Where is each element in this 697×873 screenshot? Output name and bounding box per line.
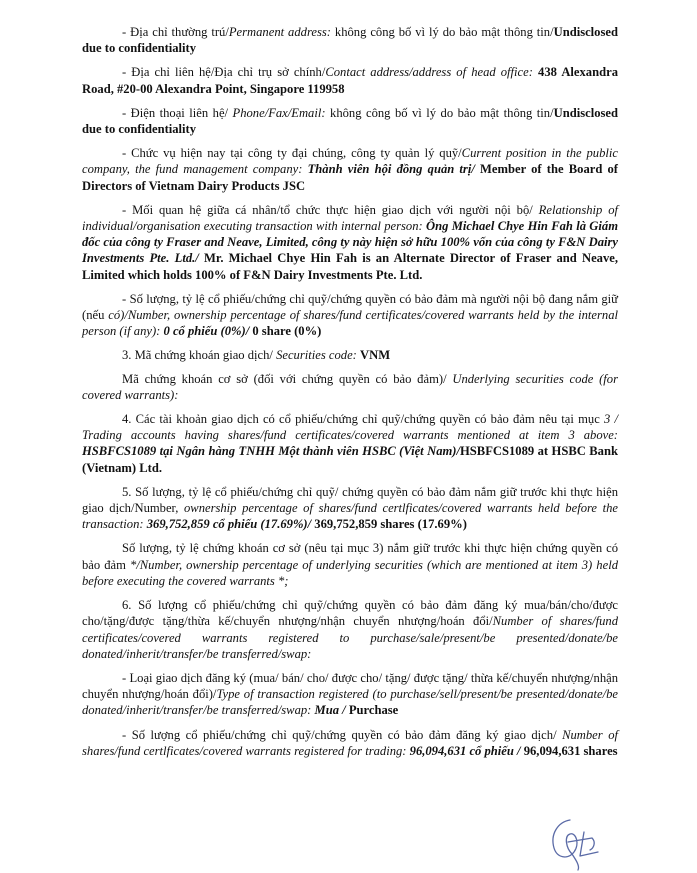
text: - Loại giao dịch đăng ký (mua/ bán/ cho/ được cho/ tặng/ được tặng/ thừa kế/chuyển nhượng/nhận chuyển nhượng/hoán đổi)/ [82,670,618,702]
text: 5. Số lượng, tỷ lệ cổ phiếu/chứng chỉ quỹ/ chứng quyền có bảo đảm nắm giữ trước khi thực hiện giao dịch/Number, [82,484,618,516]
text-italic: Mua / [314,703,346,718]
document-page [82,24,618,767]
text-italic: Number of shares/fund certificates/covered warrants registered to purchase/sale/present/be presented/donate/be donated/inherit/transfer/be transferred/swap: [82,614,618,661]
text-italic: Securities code: [276,348,357,363]
paragraph-holdings-before [82,484,618,533]
text-bold: 96,094,631 shares [520,743,618,758]
text-italic: Phone/Fax/Email: [232,105,326,120]
text-bold: Mr. Michael Chye Hin Fah is an Alternate Director of Fraser and Neave, Limited which holds 100% of F&N Dairy Investments Pte. Ltd. [82,251,618,282]
text-bold-italic [308,162,475,176]
text-bold: HSBFCS1089 at HSBC Bank (Vietnam) Ltd. [82,444,618,475]
paragraph-trading-accounts [82,411,618,476]
text-italic: Current position in the public company, the fund management company: [82,146,618,177]
text: không công bố vì lý do bảo mật thông tin/ [325,105,554,120]
text-bold: Undisclosed due to confidentiality [82,105,618,137]
text-italic: Relationship of individual/organisation executing transaction with internal person: [82,202,619,234]
text: không công bố vì lý do bảo mật thông tin/ [330,25,554,39]
text-bold: Purchase [345,703,399,718]
text-italic: 0 cổ phiếu (0%)/ [163,324,250,339]
paragraph-permanent-address [82,24,618,56]
text: - Địa chỉ thường trú/ [122,25,229,39]
text: - Chức vụ hiện nay tại công ty đại chúng, công ty quản lý quỹ/ [122,146,462,161]
text-italic: Type of transaction registered (to purchase/sell/present/be presented/donate/be donated/inherit/transfer/be transferred/swap: [82,687,618,718]
paragraph-shares-registered [82,727,618,759]
text-bold: Member of the Board of Directors of Vietnam Dairy Products JSC [82,162,618,193]
text-italic: 3 / Trading accounts having shares/fund certificates/covered warrants mentioned at item 3 above: [82,412,618,443]
text-bold-italic [315,703,346,717]
text-bold-italic [164,324,250,338]
paragraph-current-position [82,145,618,194]
text: 3. Mã chứng khoán giao dịch/ [122,348,277,363]
text-italic: 96,094,631 cổ phiếu / [409,743,521,758]
text: - Địa chỉ liên hệ/Địa chỉ trụ sở chính/ [122,65,326,80]
text-bold-italic [82,444,460,458]
text: - Số lượng, tỷ lệ cổ phiếu/chứng chỉ quỹ/chứng quyền có bảo đảm mà người nội bộ đang nắm giữ (nếu [82,291,618,323]
paragraph-underlying-holdings [82,540,618,589]
text-italic: 369,752,859 cổ phiếu (17.69%)/ [146,517,312,532]
text-bold-italic [410,744,521,758]
text-italic: */Number, ownership percentage of underlying securities (which are mentioned at item 3) held before executing the covered warrants *; [82,557,618,588]
paragraph-underlying-code [82,371,618,403]
text: 4. Các tài khoản giao dịch có cổ phiếu/chứng chỉ quỹ/chứng quyền có bảo đảm nêu tại mục [122,412,604,427]
paragraph-phone [82,105,618,137]
paragraph-contact-address [82,64,618,96]
text-bold-italic [147,517,311,531]
text: - Số lượng cổ phiếu/chứng chỉ quỹ/chứng quyền có bảo đảm đăng ký giao dịch/ [122,727,563,742]
text-italic: Contact address/address of head office: [325,65,533,80]
text: Mã chứng khoán cơ sở (đối với chứng quyền có bảo đảm)/ [122,371,453,386]
text-italic: có)/Number, ownership percentage of shares/fund certificates/covered warrants held by the internal person (if any): [82,308,618,339]
paragraph-securities-code [82,347,618,363]
text-italic: Number of shares/fund certlficates/covered warrants registered for trading: [82,727,618,758]
paragraph-registered-quantity [82,597,618,662]
text-italic: ownership percentage of shares/fund certlficates/covered warrants held before the transaction: [82,501,619,532]
text: Số lượng, tỷ lệ chứng khoán cơ sở (nêu tại mục 3) nắm giữ trước khi thực hiện chứng quyền có bảo đảm [82,541,618,572]
text: - Điện thoại liên hệ/ [122,105,233,120]
paragraph-relationship [82,202,618,283]
text: - Mối quan hệ giữa cá nhân/tổ chức thực hiện giao dịch với người nội bộ/ [122,202,539,217]
paragraph-holdings-internal [82,291,618,340]
text-italic: Underlying securities code (for covered warrants): [82,371,618,402]
text-italic: Permanent address: [228,25,331,39]
signature-initials [540,812,610,872]
text-italic: HSBFCS1089 tại Ngân hàng TNHH Một thành viên HSBC (Việt Nam)/ [82,444,460,459]
text-bold: Undisclosed due to confidentiality [82,25,618,56]
text-bold: 0 share (0%) [249,324,322,339]
text-italic: Ông Michael Chye Hin Fah là Giám đốc của công ty Fraser and Neave, Limited, công ty này hiện sở hữu 100% vốn của công ty F&N Dairy Investments Pte. Ltd./ [82,219,618,266]
text-bold: 369,752,859 shares (17.69%) [311,517,467,532]
paragraph-transaction-type [82,670,618,719]
text-italic: Thành viên hội đồng quản trị/ [307,162,475,177]
text-bold: VNM [360,348,391,363]
text: 6. Số lượng cổ phiếu/chứng chỉ quỹ/chứng quyền có bảo đảm đăng ký mua/bán/cho/được cho/tặng/được tặng/thừa kế/chuyển nhượng/nhận chuyển nhượng/hoán đổi/ [82,598,618,629]
text-bold: 438 Alexandra Road, #20-00 Alexandra Point, Singapore 119958 [82,65,618,96]
